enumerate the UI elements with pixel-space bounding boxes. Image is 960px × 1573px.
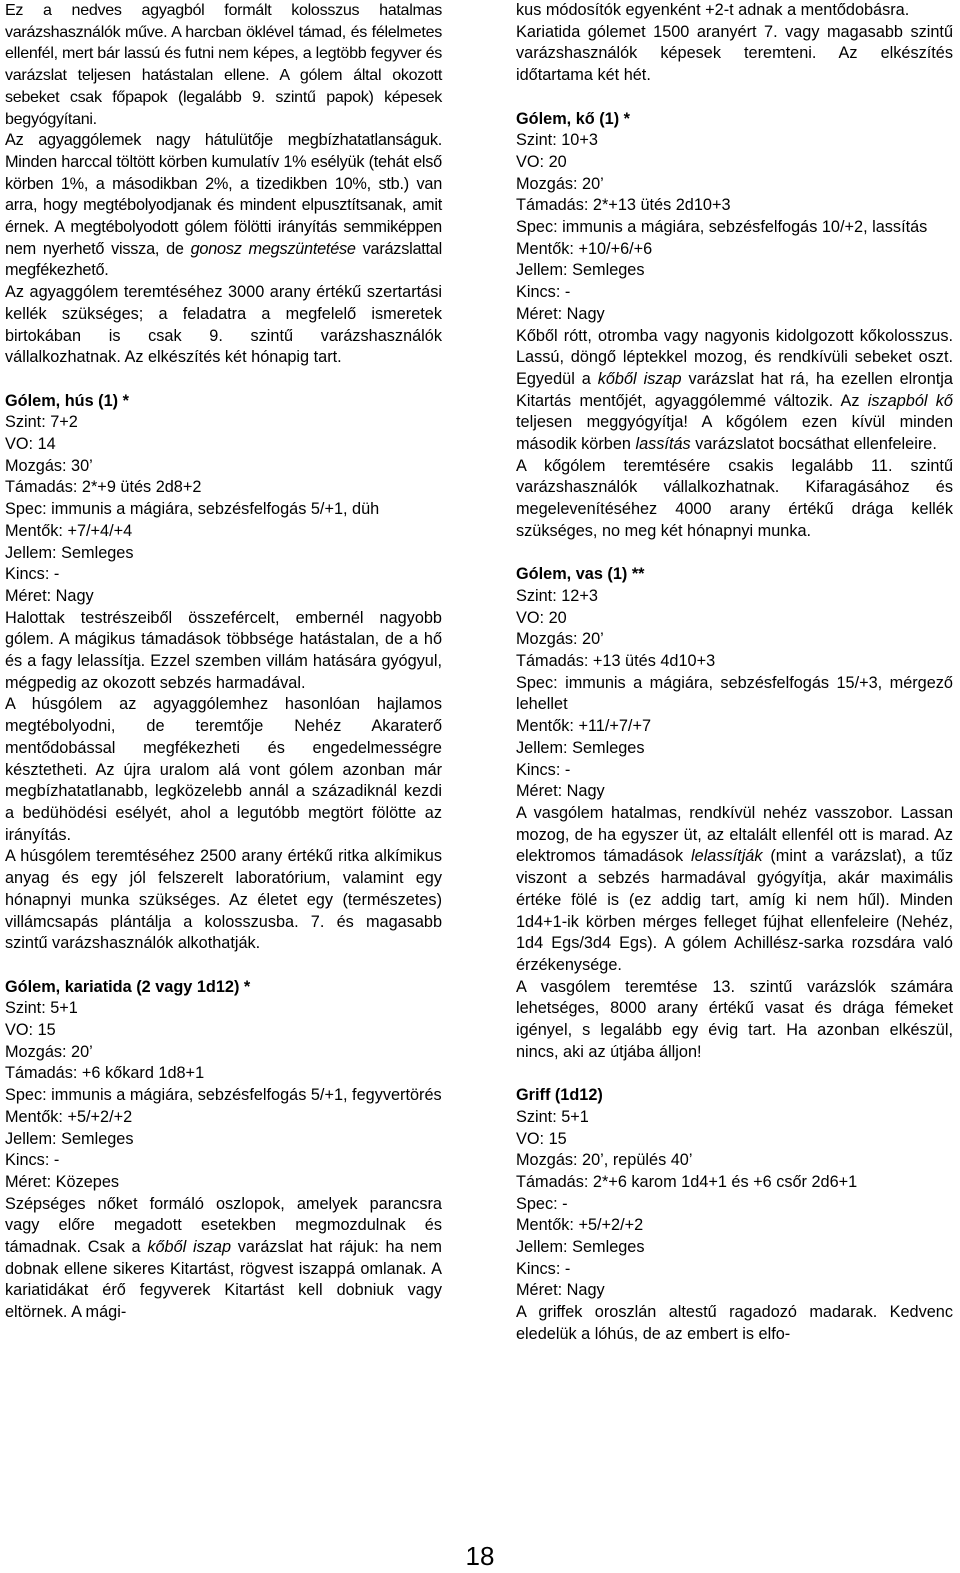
caryatid-continuation: kus módosítók egyenként +2-t adnak a mentődobásra. xyxy=(516,1,910,19)
stat-line: Jellem: Semleges xyxy=(516,1238,645,1257)
stat-line: Szint: 10+3 xyxy=(516,131,598,150)
text-run: Kőből rótt, otromba vagy nagyonis kidolgozott kőkolosszus. Lassú, döngő léptekkel mozog, és rendkívüli sebeket oszt. Egyedül a xyxy=(516,326,953,388)
stat-line: Spec: immunis a mágiára, sebzésfelfogás 15/+3, mérgező lehellet xyxy=(516,673,953,714)
stat-line: Méret: Nagy xyxy=(516,1281,605,1300)
stat-line: Méret: Nagy xyxy=(5,586,94,605)
entry-description: A húsgólem az agyaggólemhez hasonlóan hajlamos megtébolyodni, de teremtője Nehéz Akaraterő mentődobással megfékezheti és engedelmességre késztetheti. Az újra uralom alá vont gólem azonban már megbízhatatlanabb, legközelebb annál a századiknál kezdi a bedühödési esélyét, ahol a legutóbb megtört fölötte az irányítás. xyxy=(5,695,442,844)
stat-line: Támadás: 2*+6 karom 1d4+1 és +6 csőr 2d6+1 xyxy=(516,1172,858,1191)
entry-title: Gólem, vas (1) ** xyxy=(516,565,645,584)
right-column xyxy=(516,0,953,1346)
entry-description xyxy=(516,326,953,456)
text-run: (mint a varázslat), a tűz viszont a sebzés harmadával gyógyítja, akár maximális értéke fölé is (ez addig tart, amíg ki nem hűl). Minden 1d4+1-ik körben mérges felleget fújhat ellenfeleire (Nehéz, 1d4 Egs/3d4 Egs). A gólem Achillész-sarka rozsdára való érzékenysége. xyxy=(516,847,953,974)
stone-golem-entry xyxy=(516,109,953,543)
spell-name: kőből iszap xyxy=(597,369,682,388)
stat-line: Szint: 5+1 xyxy=(516,1107,589,1126)
entry-title: Gólem, kariatida (2 vagy 1d12) * xyxy=(5,977,251,996)
spell-name: iszapból kő xyxy=(867,391,953,410)
text-run: varázslatot bocsáthat ellenfeleire. xyxy=(690,435,937,454)
stat-line: Mozgás: 20’ xyxy=(516,174,604,193)
entry-description: Halottak testrészeiből összefércelt, embernél nagyobb gólem. A mágikus támadások többsége hatástalan, de a hő és a fagy lelassítja. Ezzel szemben villám hatására gyógyul, mégpedig az okozott sebzés harmadával. xyxy=(5,608,442,692)
spell-name: gonosz megszüntetése xyxy=(190,239,356,258)
stat-line: Mozgás: 20’, repülés 40’ xyxy=(516,1151,693,1170)
entry-description: A kőgólem teremtésére csakis legalább 11. szintű varázshasználók vállalkozhatnak. Kifaragásához és megelevenítéséhez 4000 arany értékű drága kellék szükséges, no meg két hónapnyi munka. xyxy=(516,456,953,540)
iron-golem-entry xyxy=(516,564,953,1063)
stat-line: Kincs: - xyxy=(5,1151,60,1170)
entry-description: A vasgólem teremtése 13. szintű varázslók számára lehetséges, 8000 arany értékű vasat és drága fémeket igényel, s legalább egy évig tart. Ha azonban elkészül, nincs, aki az útjába álljon! xyxy=(516,977,953,1061)
left-column xyxy=(5,0,442,1324)
clay-golem-creation: Az agyaggólem teremtéséhez 3000 arany értékű szertartási kellék szükséges; a feladatra a megfelelő ismeretek birtokában is csak 9. szintű varázshasználók vállalkozhatnak. Az elkészítés két hónapig tart. xyxy=(5,283,442,367)
stat-line: Mozgás: 30’ xyxy=(5,456,93,475)
stat-line: Támadás: 2*+9 ütés 2d8+2 xyxy=(5,478,202,497)
stat-line: Mentők: +5/+2/+2 xyxy=(5,1107,133,1126)
entry-description: A griffek oroszlán altestű ragadozó madarak. Kedvenc eledelük a lóhús, de az embert is elfo- xyxy=(516,1303,953,1343)
text-run: teljesen meggyógyítja! A kőgólem ezen kívül minden második körben xyxy=(516,413,953,454)
flesh-golem-entry xyxy=(5,391,442,955)
text-run: Az agyaggólemek nagy hátulütője megbízhatatlanságuk. Minden harccal töltött körben kumulatív 1% esélyük (tehát első körben 1%, a másodikban 2%, a tizedikben 10%, stb.) van arra, hogy megtébolyodjanak és mindent elpusztítsanak, amit érnek. A megtébolyodott gólem fölötti irányítás semmiképpen nem nyerhető vissza, de xyxy=(5,131,442,258)
text-run: Szépséges nőket formáló oszlopok, amelyek parancsra vagy előre megadott esetekben megmozdulnak és támadnak. Csak a xyxy=(5,1194,442,1257)
stat-line: Jellem: Semleges xyxy=(5,543,134,562)
caryatid-creation: Kariatida gólemet 1500 aranyért 7. vagy magasabb szintű varázshasználók képesek teremteni. Az elkészítés időtartama két hét. xyxy=(516,22,953,85)
stat-line: VO: 15 xyxy=(5,1021,56,1040)
spell-name: lassítás xyxy=(635,435,691,454)
stat-line: Mentők: +5/+2/+2 xyxy=(516,1216,644,1235)
stat-line: Kincs: - xyxy=(516,283,571,302)
spell-name: kőből iszap xyxy=(147,1238,231,1257)
stat-line: Támadás: +6 kőkard 1d8+1 xyxy=(5,1064,205,1083)
stat-line: VO: 15 xyxy=(516,1129,567,1148)
text-run: varázslattal megfékezhető. xyxy=(5,239,442,280)
entry-title: Griff (1d12) xyxy=(516,1086,603,1105)
text-run: varázslat hat rá, ha ezellen elrontja Kitartás mentőjét, agyaggólemmé változik. Az xyxy=(516,369,953,410)
entry-description xyxy=(5,1194,442,1324)
stat-line: Jellem: Semleges xyxy=(516,738,645,757)
stat-line: Mentők: +11/+7/+7 xyxy=(516,717,652,736)
stat-line: Mozgás: 20’ xyxy=(516,630,604,649)
entry-title: Gólem, hús (1) * xyxy=(5,391,129,410)
page-number: 18 xyxy=(465,1541,495,1571)
stat-line: Méret: Nagy xyxy=(516,782,605,801)
stat-line: Mentők: +7/+4/+4 xyxy=(5,521,133,540)
caryatid-golem-entry xyxy=(5,977,442,1324)
stat-line: Spec: - xyxy=(516,1194,568,1213)
text-run: A vasgólem hatalmas, rendkívül nehéz vasszobor. Lassan mozog, de ha egyszer üt, az eltalált ellenfél ott is marad. Az elektromos támadások xyxy=(516,803,953,866)
stat-line: VO: 20 xyxy=(516,152,567,171)
stat-line: VO: 14 xyxy=(5,435,56,454)
spell-name: lelassítják xyxy=(691,847,763,866)
stat-line: Kincs: - xyxy=(5,565,60,584)
stat-line: Méret: Közepes xyxy=(5,1172,120,1191)
stat-line: Jellem: Semleges xyxy=(5,1129,134,1148)
stat-line: Jellem: Semleges xyxy=(516,261,645,280)
stat-line: Támadás: +13 ütés 4d10+3 xyxy=(516,652,716,671)
stat-line: Mozgás: 20’ xyxy=(5,1042,93,1061)
griffon-entry xyxy=(516,1085,953,1345)
entry-description: A húsgólem teremtéséhez 2500 arany értékű ritka alkímikus anyag és egy jól felszerelt laboratórium, valamint egy hónapnyi munka szükséges. Az életet egy (természetes) villámcsapás plántálja a kolosszusba. 7. és magasabb szintű varázshasználók alkothatják. xyxy=(5,847,442,953)
stat-line: Spec: immunis a mágiára, sebzésfelfogás 5/+1, düh xyxy=(5,500,380,519)
clay-golem-unreliability xyxy=(5,130,442,282)
stat-line: Kincs: - xyxy=(516,760,571,779)
stat-line: Kincs: - xyxy=(516,1259,571,1278)
stat-line: Mentők: +10/+6/+6 xyxy=(516,239,653,258)
clay-golem-description: Ez a nedves agyagból formált kolosszus hatalmas varázshasználók műve. A harcban öklével támad, és félelmetes ellenfél, mert bár lassú és futni nem képes, a legtöbb fegyver és varázslat teljesen hatástalan ellene. A gólem által okozott sebeket csak főpapok (legalább 9. szintű papok) képesek begyógyítani. xyxy=(5,1,442,128)
stat-line: Spec: immunis a mágiára, sebzésfelfogás 5/+1, fegyvertörés xyxy=(5,1086,442,1105)
entry-title: Gólem, kő (1) * xyxy=(516,109,630,128)
entry-description xyxy=(516,803,953,977)
text-run: varázslat hat rájuk: ha nem dobnak ellene sikeres Kitartást, rögvest iszappá omlanak. A kariatidákat érő fegyverek Kitartást kell dobniuk vagy eltörnek. A mági- xyxy=(5,1238,442,1322)
stat-line: Szint: 12+3 xyxy=(516,586,598,605)
stat-line: Méret: Nagy xyxy=(516,304,605,323)
stat-line: Szint: 7+2 xyxy=(5,413,78,432)
stat-line: Szint: 5+1 xyxy=(5,999,78,1018)
stat-line: Spec: immunis a mágiára, sebzésfelfogás 10/+2, lassítás xyxy=(516,218,928,237)
stat-line: VO: 20 xyxy=(516,608,567,627)
stat-line: Támadás: 2*+13 ütés 2d10+3 xyxy=(516,196,731,215)
